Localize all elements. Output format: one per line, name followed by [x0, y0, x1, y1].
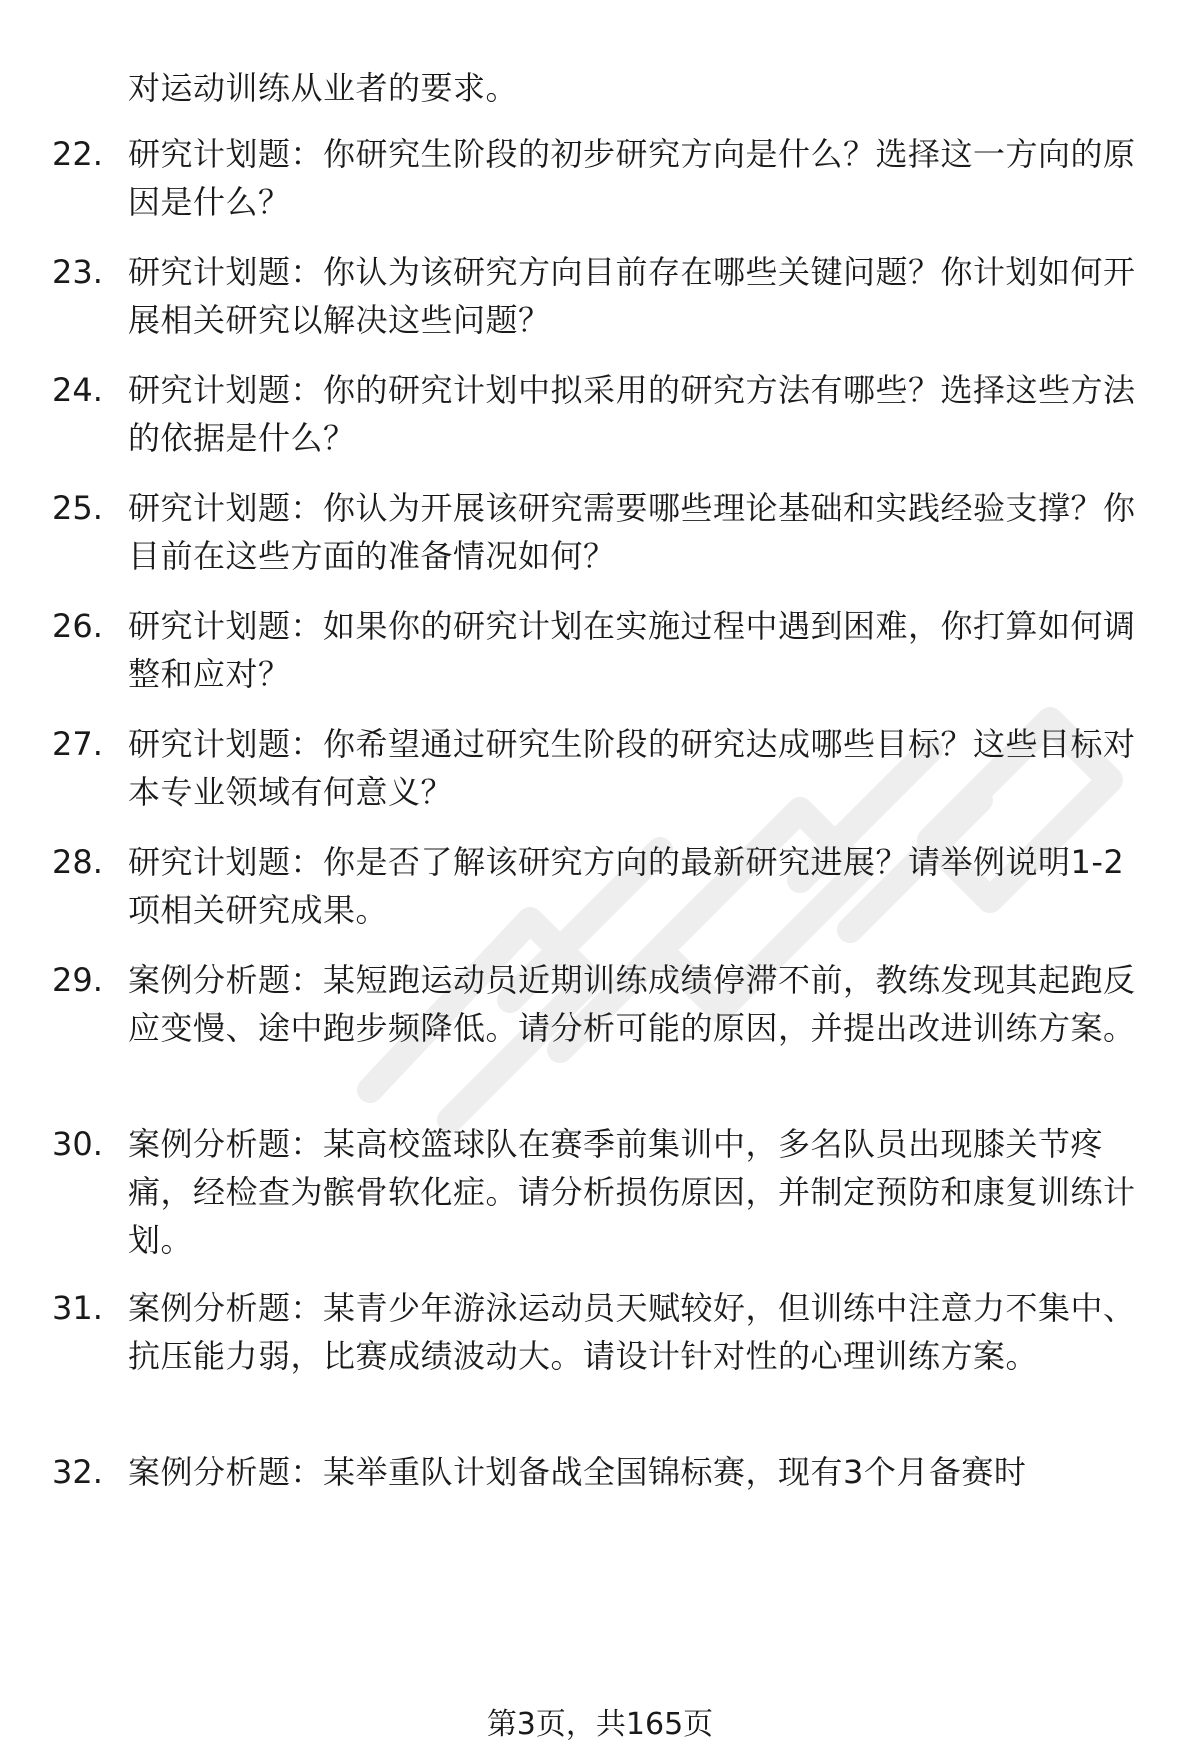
question-number: 23. [52, 253, 103, 291]
question-text: 研究计划题：你认为开展该研究需要哪些理论基础和实践经验支撑？你目前在这些方面的准备情况如何？ [128, 489, 1136, 575]
question-number: 24. [52, 371, 103, 409]
question-text: 研究计划题：你希望通过研究生阶段的研究达成哪些目标？这些目标对本专业领域有何意义？ [128, 725, 1136, 811]
question-number: 32. [52, 1453, 103, 1491]
question-text: 研究计划题：你研究生阶段的初步研究方向是什么？选择这一方向的原因是什么？ [128, 135, 1136, 221]
question-number: 30. [52, 1125, 103, 1163]
page-footer: 第3页，共165页 [486, 1707, 714, 1742]
question-text: 案例分析题：某短跑运动员近期训练成绩停滞不前，教练发现其起跑反应变慢、途中跑步频降低。请分析可能的原因，并提出改进训练方案。 [128, 961, 1136, 1047]
continuation-text: 对运动训练从业者的要求。 [128, 69, 519, 107]
question-number: 29. [52, 961, 103, 999]
question-text: 案例分析题：某高校篮球队在赛季前集训中，多名队员出现膝关节疼痛，经检查为髌骨软化症。请分析损伤原因，并制定预防和康复训练计划。 [128, 1125, 1136, 1259]
question-number: 25. [52, 489, 103, 527]
question-text: 案例分析题：某举重队计划备战全国锦标赛，现有3个月备赛时 [128, 1453, 1027, 1491]
question-text: 研究计划题：你是否了解该研究方向的最新研究进展？请举例说明1-2项相关研究成果。 [128, 843, 1125, 929]
question-number: 27. [52, 725, 103, 763]
question-number: 22. [52, 135, 103, 173]
question-text: 研究计划题：如果你的研究计划在实施过程中遇到困难，你打算如何调整和应对？ [128, 607, 1136, 693]
question-text: 研究计划题：你认为该研究方向目前存在哪些关键问题？你计划如何开展相关研究以解决这些问题？ [128, 253, 1136, 339]
question-text: 案例分析题：某青少年游泳运动员天赋较好，但训练中注意力不集中、抗压能力弱，比赛成绩波动大。请设计针对性的心理训练方案。 [128, 1289, 1136, 1375]
question-number: 28. [52, 843, 103, 881]
question-number: 26. [52, 607, 103, 645]
question-number: 31. [52, 1289, 103, 1327]
question-text: 研究计划题：你的研究计划中拟采用的研究方法有哪些？选择这些方法的依据是什么？ [128, 371, 1136, 457]
